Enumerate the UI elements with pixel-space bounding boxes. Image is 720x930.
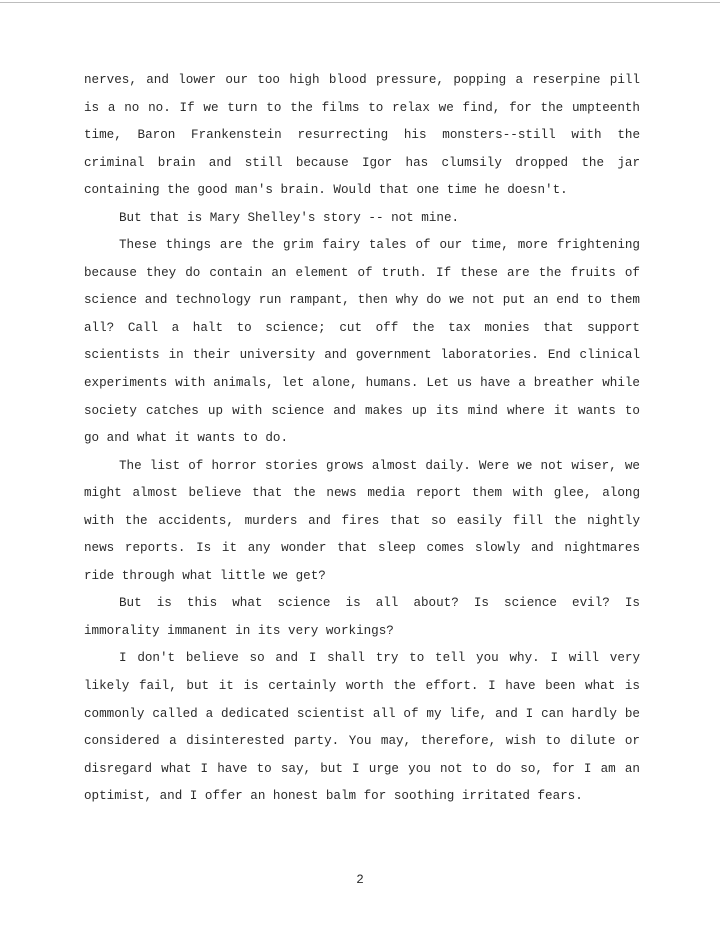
- paragraph-grim-fairy-tales: These things are the grim fairy tales of our time, more frightening because they do contain an element of truth. If these are the fruits of science and technology run rampant, then why do we not put an end to them all? Call a halt to science; cut off the tax monies that support scientists in their university and government laboratories. End clinical experiments with animals, let alone, humans. Let us have a breather while society catches up with science and makes up its mind where it wants to go and what it wants to do.: [84, 238, 640, 446]
- paragraph-is-science-evil: But is this what science is all about? Is science evil? Is immorality immanent in its very workings?: [84, 596, 640, 638]
- body-text: [84, 67, 640, 811]
- paragraph-optimist: I don't believe so and I shall try to tell you why. I will very likely fail, but it is certainly worth the effort. I have been what is commonly called a dedicated scientist all of my life, and I can hardly be considered a disinterested party. You may, therefore, wish to dilute or disregard what I have to say, but I urge you not to do so, for I am an optimist, and I offer an honest balm for soothing irritated fears.: [84, 651, 640, 804]
- scan-edge-line: [0, 2, 720, 3]
- paragraph-horror-stories: The list of horror stories grows almost daily. Were we not wiser, we might almost believe that the news media report them with glee, along with the accidents, murders and fires that so easily fill the nightly news reports. Is it any wonder that sleep comes slowly and nightmares ride through what little we get?: [84, 458, 640, 583]
- paragraph-continuation: nerves, and lower our too high blood pressure, popping a reserpine pill is a no no. If we turn to the films to relax we find, for the umpteenth time, Baron Frankenstein resurrecting his monsters--still with the criminal brain and still because Igor has clumsily dropped the jar containing the good man's brain. Would that one time he doesn't.: [84, 73, 640, 198]
- paragraph-mary-shelley: But that is Mary Shelley's story -- not mine.: [119, 210, 460, 225]
- page-number: 2: [356, 873, 364, 887]
